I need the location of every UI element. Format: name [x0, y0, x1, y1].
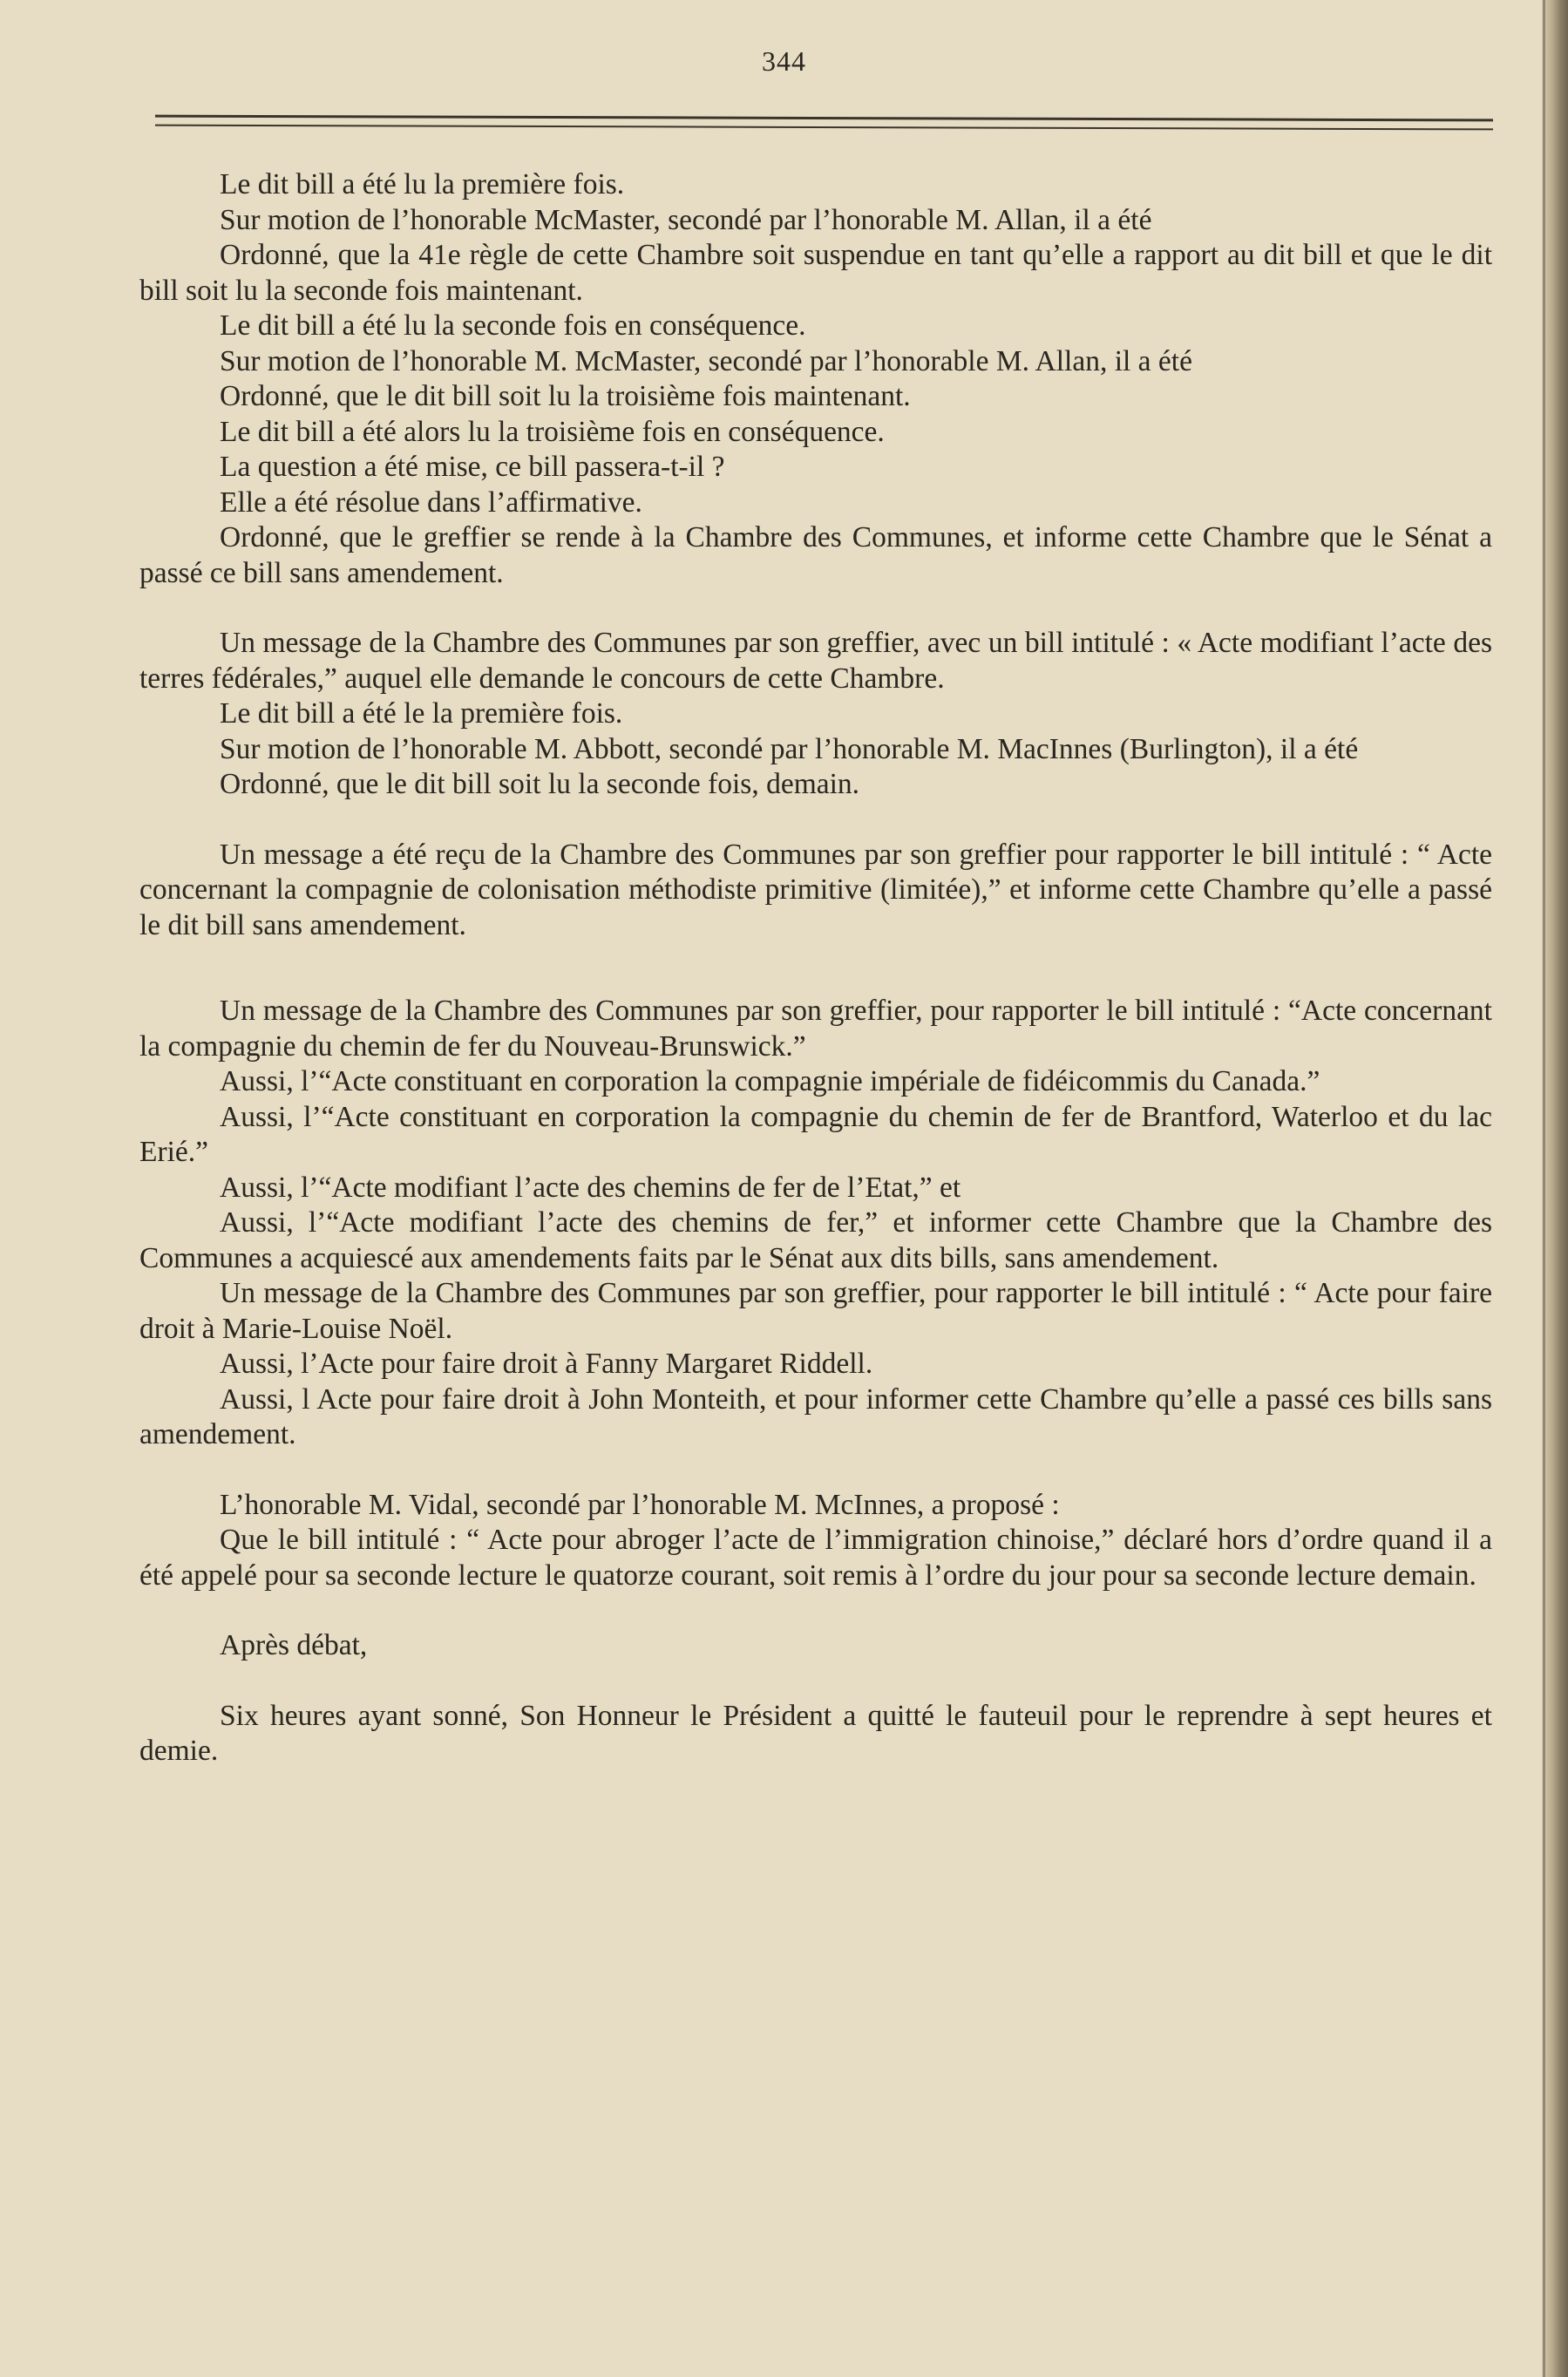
paragraph: Que le bill intitulé : “ Acte pour abroger l’acte de l’immigration chinoise,” déclaré hors d’ordre quand il a été appelé pour sa seconde lecture le quatorze courant, soit remis à l’ordre du jour pour sa seconde lecture demain. — [139, 1524, 1492, 1592]
header-rule-thin — [155, 125, 1493, 131]
paragraph: Aussi, l’Acte pour faire droit à Fanny Margaret Riddell. — [220, 1348, 873, 1380]
page-edge-shadow — [1542, 0, 1568, 2377]
paragraph: Six heures ayant sonné, Son Honneur le Président a quitté le fauteuil pour le reprendre à sept heures et demie. — [139, 1699, 1492, 1767]
paragraph: Le dit bill a été alors lu la troisième fois en conséquence. — [220, 415, 885, 448]
paragraph: Aussi, l’“Acte modifiant l’acte des chemins de fer,” et informer cette Chambre que la Chambre des Communes a acquiescé aux amendements faits par le Sénat aux dits bills, sans amendement. — [139, 1206, 1492, 1274]
paragraph: Ordonné, que le greffier se rende à la Chambre des Communes, et informe cette Chambre que le Sénat a passé ce bill sans amendement. — [139, 521, 1492, 589]
section-gap — [139, 591, 1492, 626]
paragraph: Le dit bill a été lu la première fois. — [220, 168, 625, 200]
header-rule-thick — [155, 115, 1493, 122]
paragraph: Un message de la Chambre des Communes par son greffier, avec un bill intitulé : « Acte modifiant l’acte des terres fédérales,” auquel elle demande le concours de cette Chambre. — [139, 627, 1492, 695]
page-binding-line — [1543, 0, 1545, 2377]
paragraph: Sur motion de l’honorable M. McMaster, secondé par l’honorable M. Allan, il a été — [220, 344, 1192, 377]
paragraph: Le dit bill a été lu la seconde fois en conséquence. — [220, 309, 806, 342]
paragraph: Sur motion de l’honorable M. Abbott, secondé par l’honorable M. MacInnes (Burlington), il a été — [220, 732, 1359, 765]
section-gap — [139, 1453, 1492, 1488]
paragraph: Le dit bill a été le la première fois. — [220, 697, 623, 730]
paragraph: Après débat, — [220, 1629, 368, 1661]
section-gap — [139, 943, 1492, 994]
section-gap — [139, 1664, 1492, 1699]
paragraph: L’honorable M. Vidal, secondé par l’honorable M. McInnes, a proposé : — [220, 1488, 1060, 1521]
paragraph: La question a été mise, ce bill passera-t-il ? — [220, 451, 725, 483]
paragraph: Un message de la Chambre des Communes par son greffier, pour rapporter le bill intitulé : “Acte concernant la compagnie du chemin de fer du Nouveau-Brunswick.” — [139, 995, 1492, 1063]
section-gap — [139, 803, 1492, 838]
paragraph: Ordonné, que le dit bill soit lu la troisième fois maintenant. — [220, 380, 911, 412]
paragraph: Un message de la Chambre des Communes par son greffier, pour rapporter le bill intitulé : “ Acte pour faire droit à Marie-Louise Noël. — [139, 1277, 1492, 1345]
paragraph: Aussi, l’“Acte modifiant l’acte des chemins de fer de l’Etat,” et — [220, 1171, 961, 1204]
paragraph: Elle a été résolue dans l’affirmative. — [220, 486, 642, 519]
page-number: 344 — [762, 45, 806, 77]
section-gap — [139, 1593, 1492, 1628]
paragraph: Sur motion de l’honorable McMaster, secondé par l’honorable M. Allan, il a été — [220, 203, 1152, 236]
paragraph: Aussi, l Acte pour faire droit à John Monteith, et pour informer cette Chambre qu’elle a passé ces bills sans amendement. — [139, 1382, 1492, 1450]
paragraph: Ordonné, que le dit bill soit lu la seconde fois, demain. — [220, 768, 860, 800]
document-body — [139, 167, 1492, 1769]
paragraph: Ordonné, que la 41e règle de cette Chambre soit suspendue en tant qu’elle a rapport au dit bill et que le dit bill soit lu la seconde fois maintenant. — [139, 239, 1492, 307]
paragraph: Aussi, l’“Acte constituant en corporation la compagnie du chemin de fer de Brantford, Waterloo et du lac Erié.” — [139, 1100, 1492, 1168]
paragraph: Un message a été reçu de la Chambre des Communes par son greffier pour rapporter le bill intitulé : “ Acte concernant la compagnie de colonisation méthodiste primitive (limitée),” et informe cette Chambre qu’elle a passé le dit bill sans amendement. — [139, 838, 1492, 941]
paragraph: Aussi, l’“Acte constituant en corporation la compagnie impériale de fidéicommis du Canada.” — [220, 1065, 1320, 1097]
